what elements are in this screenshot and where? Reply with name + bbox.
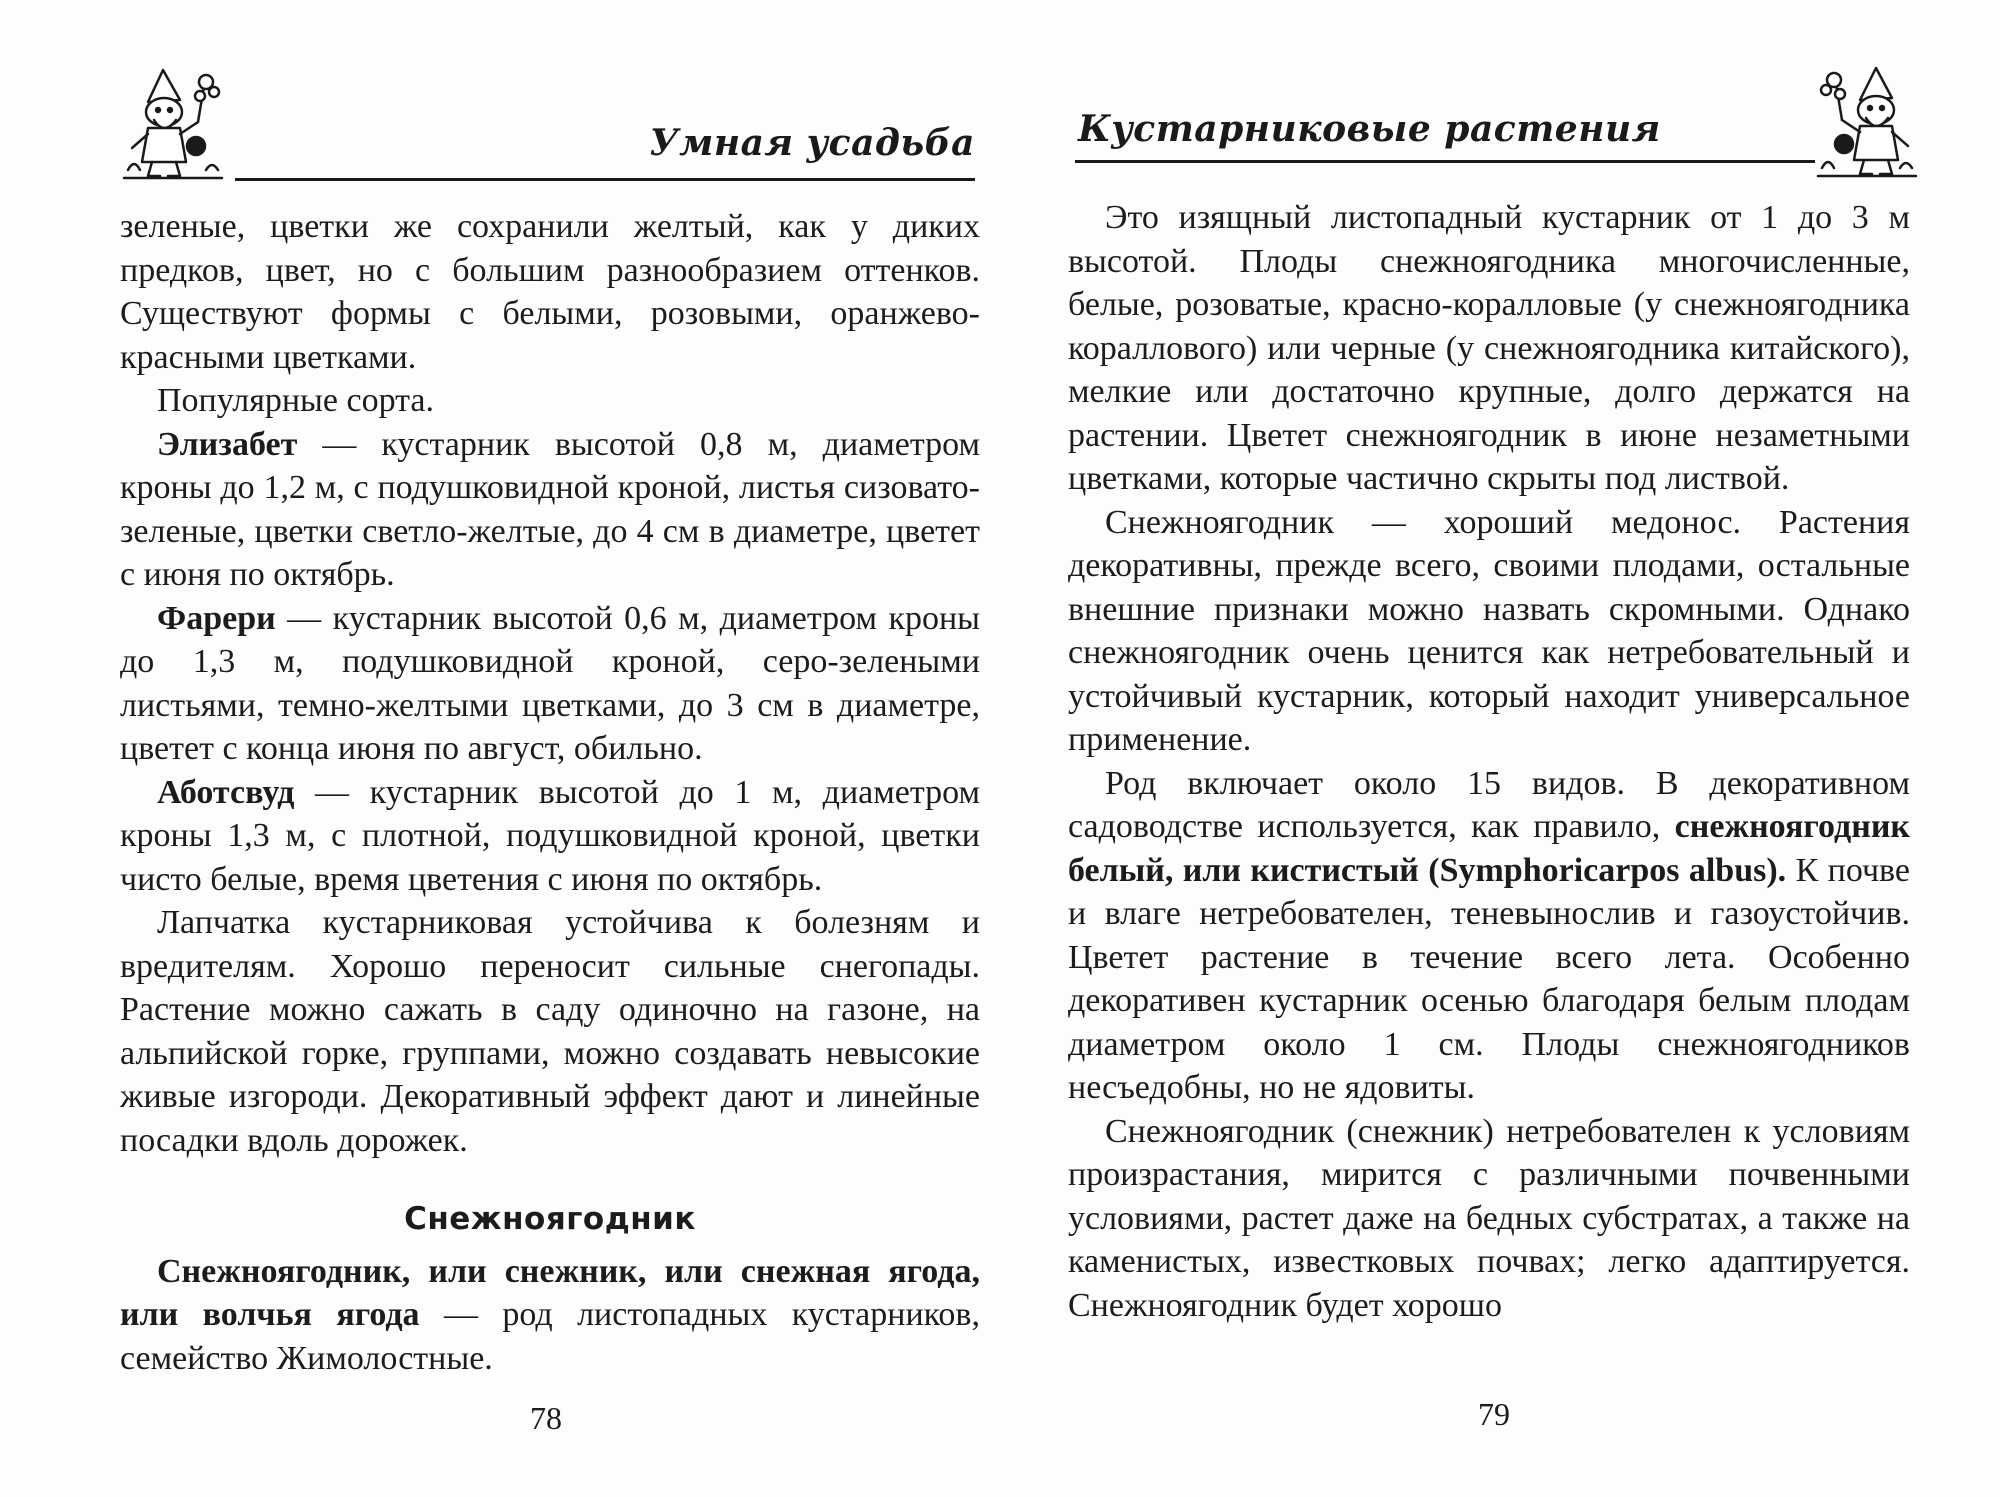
paragraph-text: — кустарник высотой до 1 м, диаметром кроны 1,3 м, с плотной, подушковидной кроной, цветки чисто белые, время цветения с июня по октябрь. — [120, 773, 980, 898]
page-body — [1068, 196, 1910, 1327]
paragraph-text: Род включает около 15 видов. В декоративном садоводстве используется, как правило, — [1068, 764, 1910, 845]
paragraph-text: — род листопадных кустарников, семейство Жимолостные. — [120, 1296, 980, 1377]
header-rule — [1075, 160, 1815, 163]
paragraph-text: К почве и влаге нетребователен, теневынослив и газоустойчив. Цветет растение в течение всего лета. Особенно декоративен кустарник осенью благодаря белым плодам диаметром около 1 см. Плоды снежноягодников несъедобны, но не ядовиты. — [1068, 851, 1910, 1106]
paragraph — [120, 597, 980, 771]
running-head: Умная усадьба — [649, 122, 975, 164]
variety-name: Фарери — [157, 599, 276, 637]
page-number: 78 — [530, 1400, 562, 1436]
paragraph — [120, 423, 980, 597]
paragraph: Популярные сорта. — [157, 382, 434, 419]
gnome-illustration-icon — [118, 62, 228, 182]
paragraph: зеленые, цветки же сохранили желтый, как у диких предков, цвет, но с большим разнообразием оттенков. Существуют формы с белыми, розовыми, оранжево-красными цветками. — [120, 208, 980, 376]
running-head: Кустарниковые растения — [1078, 108, 1661, 150]
paragraph-text: — кустарник высотой 0,6 м, диаметром кроны до 1,3 м, подушковидной кроной, серо-зелеными листьями, темно-желтыми цветками, до 3 см в диаметре, цветет с конца июня по август, обильно. — [120, 599, 980, 767]
section-title: Снежноягодник — [404, 1201, 696, 1237]
gnome-illustration-icon — [1812, 60, 1922, 180]
paragraph-text: — кустарник высотой 0,8 м, диаметром кроны до 1,2 м, с подушковидной кроной, листья сизовато-зеленые, цветки светло-желтые, до 4 см в диаметре, цветет с июня по октябрь. — [120, 425, 980, 593]
page-body — [120, 205, 980, 1380]
page-number: 79 — [1478, 1396, 1510, 1432]
species-name: снежноягодник белый, или кистистый (Symphoricarpos albus). — [1068, 808, 1910, 889]
paragraph: Это изящный листопадный кустарник от 1 до 3 м высотой. Плоды снежноягодника многочисленные, белые, розоватые, красно-коралловые (у снежноягодника кораллового) или черные (у снежноягодника китайского), мелкие или достаточно крупные, долго держатся на растении. Цветет снежноягодник в июне незаметными цветками, которые частично скрыты под листвой. — [1068, 199, 1910, 497]
paragraph — [120, 771, 980, 902]
paragraph: Снежноягодник — хороший медонос. Растения декоративны, прежде всего, своими плодами, остальные внешние признаки можно назвать скромными. Однако снежноягодник очень ценится как нетребовательный и устойчивый кустарник, который находит универсальное применение. — [1068, 503, 1910, 758]
paragraph — [120, 1250, 980, 1381]
header-rule — [235, 178, 975, 181]
variety-name: Элизабет — [157, 425, 298, 463]
variety-name: Аботсвуд — [157, 773, 295, 811]
defined-term: Снежноягодник, или снежник, или снежная ягода, или волчья ягода — [120, 1252, 980, 1333]
paragraph: Снежноягодник (снежник) нетребователен к условиям произрастания, мирится с различными почвенными условиями, растет даже на бедных субстратах, а также на каменистых, известковых почвах; легко адаптируется. Снежноягодник будет хорошо — [1068, 1112, 1910, 1324]
paragraph: Лапчатка кустарниковая устойчива к болезням и вредителям. Хорошо переносит сильные снегопады. Растение можно сажать в саду одиночно на газоне, на альпийской горке, группами, можно создавать невысокие живые изгороди. Декоративный эффект дают и линейные посадки вдоль дорожек. — [120, 904, 980, 1159]
paragraph — [1068, 762, 1910, 1110]
right-page — [1000, 0, 2000, 1497]
